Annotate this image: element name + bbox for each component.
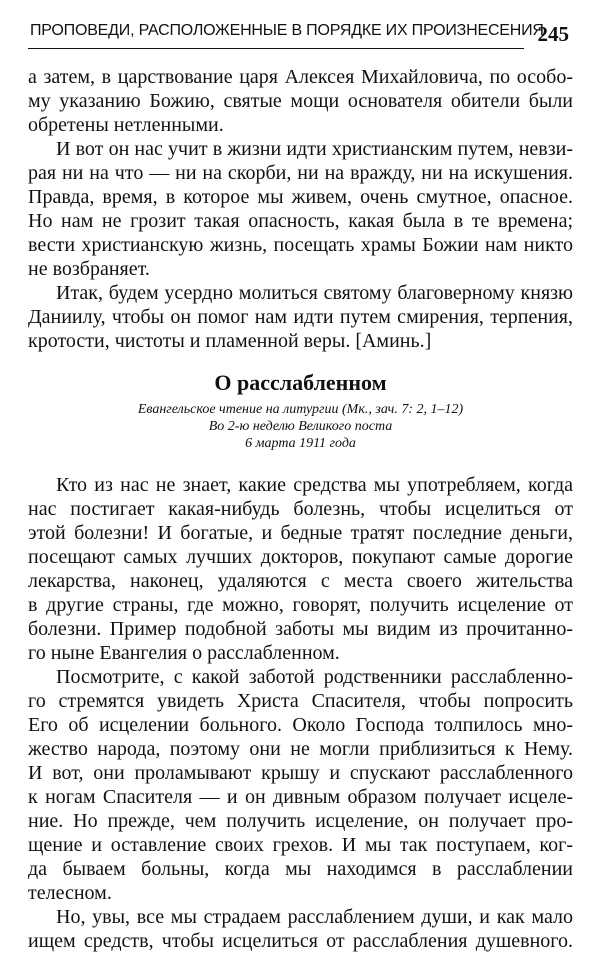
sermon-paragraph-2 xyxy=(28,665,573,905)
text-line: болезни. Пример подобной заботы мы видим из прочитанно- xyxy=(28,618,573,640)
sermon-title: О расслабленном xyxy=(214,370,387,395)
sermon-subtitle-sunday: Во 2-ю неделю Великого поста xyxy=(208,419,393,434)
text-line: Правда, время, в которое мы живем, очень смутное, опасное. xyxy=(28,186,573,208)
text-line: Итак, будем усердно молиться святому благоверному князю xyxy=(56,282,573,304)
text-line: И вот, они проламывают крышу и спускают расслабленного xyxy=(28,762,573,784)
previous-sermon-paragraph-2 xyxy=(28,137,573,281)
text-line: обретены нетленными. xyxy=(28,114,224,136)
text-line: рая ни на что — ни на скорби, ни на вражду, ни на искушения. xyxy=(28,162,573,184)
text-line: а затем, в царствование царя Алексея Михайловича, по особо- xyxy=(28,66,573,88)
text-line: этой болезни! И богатые, и бедные тратят последние деньги, xyxy=(28,522,573,544)
text-line: да бываем больны, когда мы находимся в расслаблении xyxy=(28,858,573,880)
sermon-paragraph-1 xyxy=(28,473,573,665)
text-line: ние. Но прежде, чем получить исцеление, он получает про- xyxy=(28,810,573,832)
text-line: го стремятся увидеть Христа Спасителя, чтобы попросить xyxy=(28,690,573,712)
text-line: го ныне Евангелия о расслабленном. xyxy=(28,642,340,664)
text-line: к ногам Спасителя — и он дивным образом получает исцеле- xyxy=(28,786,573,808)
sermon-paragraph-3 xyxy=(28,905,573,953)
text-line: Кто из нас не знает, какие средства мы употребляем, когда xyxy=(56,474,573,496)
header-rule xyxy=(28,48,524,49)
text-line: не возбраняет. xyxy=(28,258,150,280)
text-line: кротости, чистоты и пламенной веры. [Аминь.] xyxy=(28,330,432,352)
previous-sermon-paragraph-3 xyxy=(28,281,573,353)
page-number: 245 xyxy=(537,22,569,46)
text-line: Посмотрите, с какой заботой родственники расслабленно- xyxy=(56,666,573,688)
running-header xyxy=(28,20,573,50)
sermon-subtitle-reading: Евангельское чтение на литургии (Мк., зач. 7: 2, 1–12) xyxy=(137,402,464,417)
running-title: ПРОПОВЕДИ, РАСПОЛОЖЕННЫЕ В ПОРЯДКЕ ИХ ПРОИЗНЕСЕНИЯ xyxy=(30,22,544,39)
sermon-subtitle-date: 6 марта 1911 года xyxy=(245,436,356,451)
text-line: посещают самых лучших докторов, покупают самые дорогие xyxy=(28,546,573,568)
text-line: щение и оставление своих грехов. И мы так поступаем, ког- xyxy=(28,834,573,856)
text-line: вести христианскую жизнь, посещать храмы Божии нам никто xyxy=(28,234,573,256)
text-line: Но, увы, все мы страдаем расслаблением души, и как мало xyxy=(56,906,573,928)
text-line: телесном. xyxy=(28,882,112,904)
text-line: жество народа, поэтому они не могли приблизиться к Нему. xyxy=(28,738,573,760)
text-line: нас постигает какая-нибудь болезнь, чтобы исцелиться от xyxy=(28,498,573,520)
text-line: Но нам не грозит такая опасность, какая была в те времена; xyxy=(28,210,573,232)
text-line: му указанию Божию, святые мощи основателя обители были xyxy=(28,90,573,112)
text-line: Даниилу, чтобы он помог нам идти путем смирения, терпения, xyxy=(28,306,573,328)
text-line: лекарства, наконец, удаляются с места своего жительства xyxy=(28,570,573,592)
text-line: И вот он нас учит в жизни идти христианским путем, невзи- xyxy=(56,138,573,160)
text-line: в другие страны, где можно, говорят, получить исцеление от xyxy=(28,594,573,616)
previous-sermon-paragraph-1 xyxy=(28,65,573,137)
text-line: ищем средств, чтобы исцелиться от расслабления душевного. xyxy=(28,930,573,952)
text-line: Его об исцелении больного. Около Господа толпилось мно- xyxy=(28,714,573,736)
